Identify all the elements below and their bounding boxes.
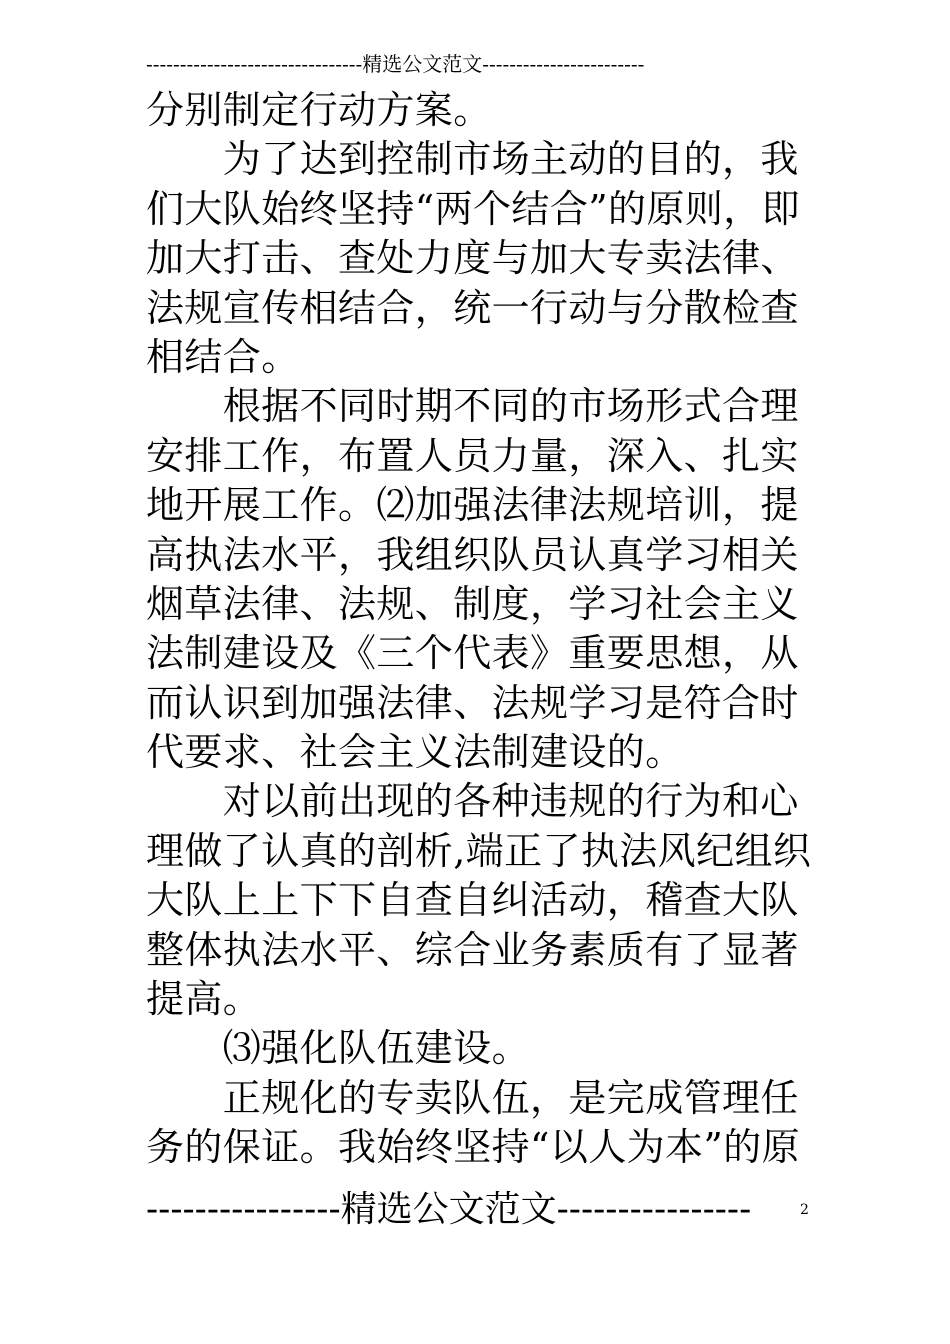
text-line: 大队上上下下自查自纠活动，稽查大队 [146, 878, 799, 923]
text-line: ⑶强化队伍建设。 [146, 1026, 531, 1071]
text-line: 理做了认真的剖析,端正了执法风纪组织 [146, 828, 812, 873]
text-line: 地开展工作。⑵加强法律法规培训，提 [146, 483, 799, 528]
text-line: 提高。 [146, 977, 262, 1022]
text-line: 安排工作，布置人员力量，深入、扎实 [146, 433, 799, 478]
text-line: 法规宣传相结合，统一行动与分散检查 [146, 285, 799, 330]
text-line: 而认识到加强法律、法规学习是符合时 [146, 680, 799, 725]
page-footer: ----------------精选公文范文---------------- [146, 1189, 752, 1230]
document-body [146, 86, 812, 1173]
text-line: 烟草法律、法规、制度，学习社会主义 [146, 581, 799, 626]
text-line: 分别制定行动方案。 [146, 88, 492, 132]
text-line: 相结合。 [146, 334, 300, 379]
text-line: 高执法水平，我组织队员认真学习相关 [146, 532, 799, 577]
text-line: 为了达到控制市场主动的目的，我 [146, 137, 799, 182]
text-line: 对以前出现的各种违规的行为和心 [146, 779, 799, 824]
text-line: 代要求、社会主义法制建设的。 [146, 730, 684, 775]
page-number: 2 [800, 1202, 809, 1218]
text-line: 正规化的专卖队伍，是完成管理任 [146, 1075, 799, 1120]
text-line: 加大打击、查处力度与加大专卖法律、 [146, 236, 799, 281]
text-line: 根据不同时期不同的市场形式合理 [146, 384, 799, 429]
text-line: 法制建设及《三个代表》重要思想，从 [146, 631, 799, 676]
page-header: --------------------------------精选公文范文------------------------ [146, 52, 645, 76]
text-line: 整体执法水平、综合业务素质有了显著 [146, 927, 799, 972]
text-line: 们大队始终坚持“两个结合”的原则，即 [146, 186, 801, 231]
text-line: 务的保证。我始终坚持“以人为本”的原 [146, 1125, 801, 1170]
